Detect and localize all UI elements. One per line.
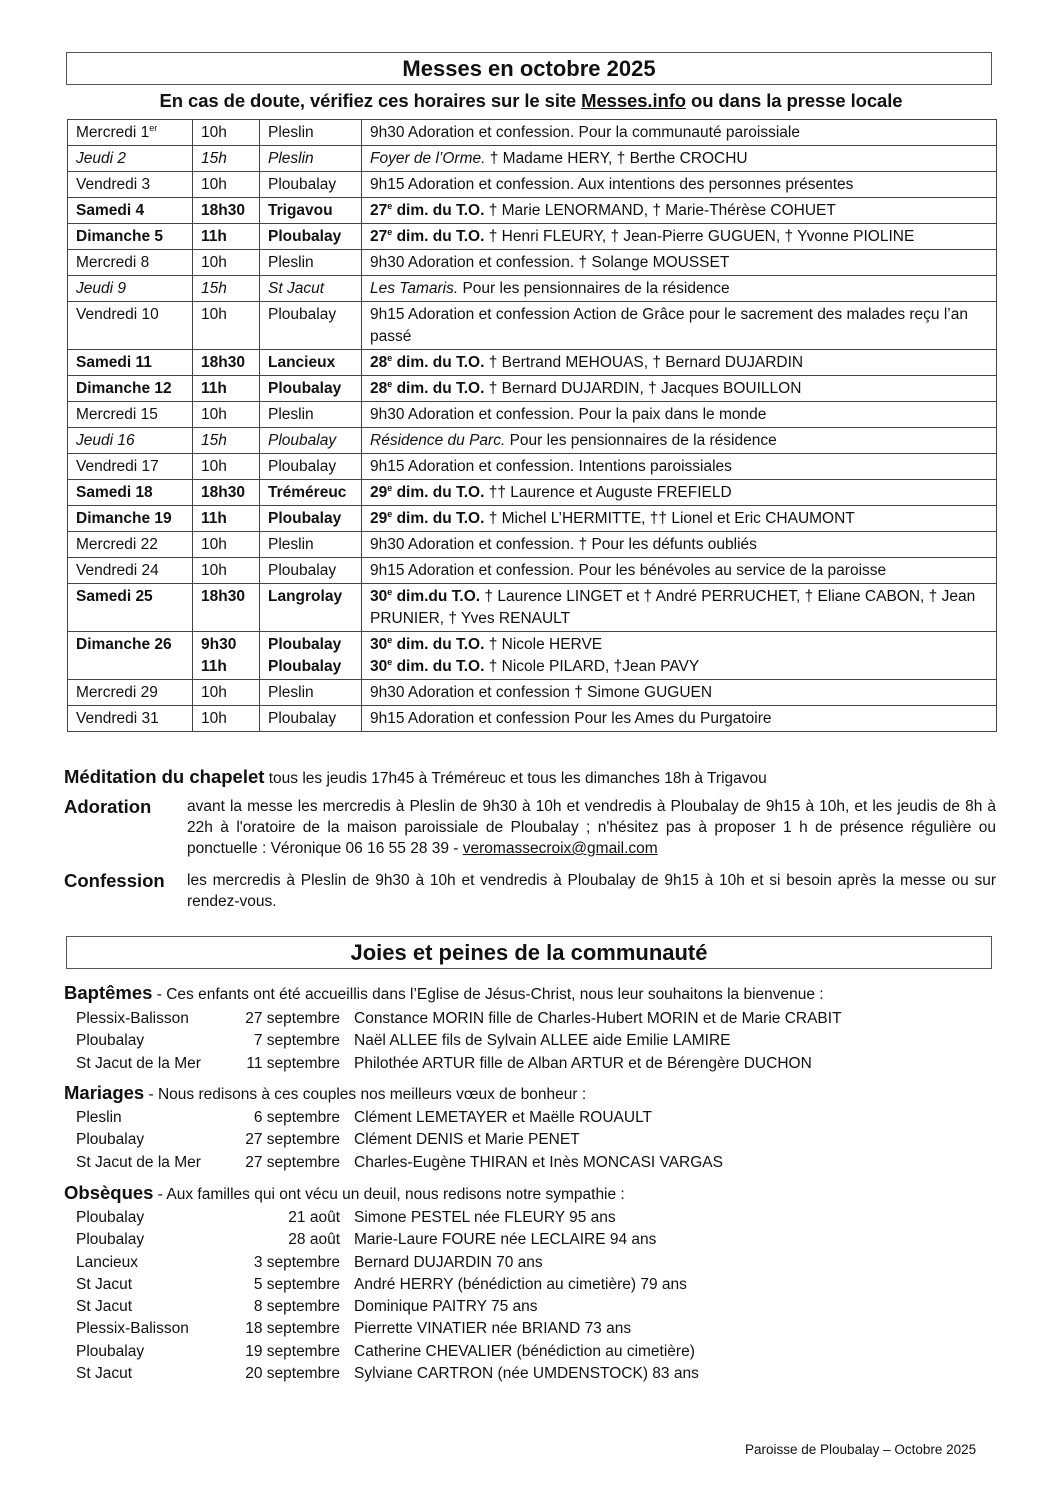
mariage-item-date: 27 septembre (245, 1131, 340, 1149)
obseque-item-date: 20 septembre (245, 1365, 340, 1383)
mass-day: Jeudi 9 (68, 276, 193, 302)
mass-time: 18h30 (193, 584, 260, 632)
bapteme-item (76, 1030, 842, 1052)
meditation-section (64, 766, 996, 789)
mass-time: 11h (193, 506, 260, 532)
mass-time: 18h30 (193, 350, 260, 376)
obseque-item-date: 19 septembre (245, 1342, 340, 1360)
mariage-item-date: 6 septembre (253, 1109, 340, 1126)
mass-row (68, 198, 997, 224)
mass-time: 15h (193, 146, 260, 172)
mass-details: Résidence du Parc. Pour les pensionnaires de la résidence (362, 428, 997, 454)
adoration-label: Adoration (64, 796, 152, 817)
obseque-item-place: Plessix-Balisson (76, 1320, 189, 1338)
obseque-item-text: André HERRY (bénédiction au cimetière) 79 ans (354, 1275, 687, 1293)
page-footer: Paroisse de Ploubalay – Octobre 2025 (745, 1442, 977, 1457)
bapteme-item (76, 1053, 842, 1075)
masses-subtitle (66, 90, 996, 112)
meditation-label: Méditation du chapelet (64, 766, 265, 787)
mass-place: Ploubalay (260, 376, 362, 402)
mass-details: 9h30 Adoration et confession. † Pour les défunts oubliés (362, 532, 997, 558)
bapteme-item-text: Naël ALLEE fils de Sylvain ALLEE aide Emilie LAMIRE (354, 1032, 731, 1050)
messes-info-link[interactable]: Messes.info (581, 90, 686, 111)
obseque-item-date: 8 septembre (253, 1298, 340, 1316)
mass-day: Samedi 18 (68, 480, 193, 506)
bapteme-item (76, 1008, 842, 1030)
mass-time: 18h30 (193, 198, 260, 224)
mass-row (68, 172, 997, 198)
mass-day: Vendredi 17 (68, 454, 193, 480)
mass-day: Vendredi 3 (68, 172, 193, 198)
obseque-item-place: Lancieux (76, 1253, 139, 1271)
mariage-item (76, 1107, 723, 1129)
mass-day: Jeudi 16 (68, 428, 193, 454)
mariages-intro: - Nous redisons à ces couples nos meilleurs vœux de bonheur : (144, 1086, 587, 1103)
mass-row (68, 146, 997, 172)
mass-day: Mercredi 22 (68, 532, 193, 558)
obseque-item-text: Marie-Laure FOURE née LECLAIRE 94 ans (354, 1231, 657, 1249)
mass-place: Ploubalay (260, 302, 362, 350)
mass-row (68, 350, 997, 376)
mass-place: Ploubalay (260, 224, 362, 250)
obseque-item-text: Bernard DUJARDIN 70 ans (354, 1253, 543, 1271)
mass-row (68, 402, 997, 428)
subtitle-text-end: ou dans la presse locale (685, 90, 903, 111)
baptemes-label: Baptêmes (64, 982, 153, 1003)
mass-place: Trigavou (260, 198, 362, 224)
mass-time: 11h (193, 376, 260, 402)
mass-day: Vendredi 10 (68, 302, 193, 350)
mass-details: 29e dim. du T.O. †† Laurence et Auguste FREFIELD (362, 480, 997, 506)
mass-time: 10h (193, 680, 260, 706)
mass-details: 29e dim. du T.O. † Michel L’HERMITTE, †† Lionel et Eric CHAUMONT (362, 506, 997, 532)
obseque-item-text: Pierrette VINATIER née BRIAND 73 ans (354, 1320, 632, 1338)
obseque-item-date: 18 septembre (245, 1320, 340, 1338)
obseques-label: Obsèques (64, 1182, 154, 1203)
community-title: Joies et peines de la communauté (66, 936, 992, 969)
baptemes-intro: - Ces enfants ont été accueillis dans l’Eglise de Jésus-Christ, nous leur souhaitons la bienvenue : (152, 986, 824, 1003)
mass-day: Jeudi 2 (68, 146, 193, 172)
obseque-item-place: St Jacut (76, 1275, 132, 1293)
mass-place: Pleslin (260, 402, 362, 428)
mass-time: 11h (193, 224, 260, 250)
obseque-item-place: Ploubalay (76, 1342, 145, 1360)
mariage-item-place: St Jacut de la Mer (76, 1153, 201, 1171)
email-link[interactable]: veromassecroix@gmail.com (462, 840, 658, 857)
obseques-list (76, 1207, 699, 1385)
mass-details: 30e dim. du T.O. † Nicole HERVE 30e dim. du T.O. † Nicole PILARD, †Jean PAVY (362, 632, 997, 680)
obseque-item (76, 1363, 699, 1385)
bapteme-item-date: 7 septembre (253, 1032, 340, 1050)
mass-time: 10h (193, 172, 260, 198)
obseque-item (76, 1296, 699, 1318)
baptemes-list (76, 1008, 842, 1075)
mass-row (68, 680, 997, 706)
mass-day: Dimanche 26 (68, 632, 193, 680)
mass-day: Samedi 25 (68, 584, 193, 632)
mass-row (68, 120, 997, 146)
mass-time: 10h (193, 454, 260, 480)
mass-day: Dimanche 5 (68, 224, 193, 250)
mass-place: Ploubalay (260, 558, 362, 584)
confession-section (64, 870, 996, 912)
obseque-item-date: 5 septembre (253, 1275, 340, 1293)
mass-details: 9h30 Adoration et confession. Pour la communauté paroissiale (362, 120, 997, 146)
adoration-section (64, 796, 996, 859)
obseque-item-place: Ploubalay (76, 1209, 145, 1226)
mass-time: 10h (193, 250, 260, 276)
mass-day: Dimanche 19 (68, 506, 193, 532)
mass-place: Lancieux (260, 350, 362, 376)
obseque-item-date: 21 août (288, 1209, 340, 1226)
obseque-item-text: Catherine CHEVALIER (bénédiction au cimetière) (354, 1342, 695, 1360)
bapteme-item-text: Philothée ARTUR fille de Alban ARTUR et de Bérengère DUCHON (354, 1054, 812, 1072)
mass-place: Pleslin (260, 532, 362, 558)
obseque-item-text: Sylviane CARTRON (née UMDENSTOCK) 83 ans (354, 1365, 699, 1383)
subtitle-text: En cas de doute, vérifiez ces horaires sur le site (159, 90, 582, 111)
adoration-text (187, 796, 996, 859)
meditation-text: tous les jeudis 17h45 à Tréméreuc et tous les dimanches 18h à Trigavou (264, 770, 767, 787)
mass-time: 10h (193, 302, 260, 350)
mass-row (68, 454, 997, 480)
bapteme-item-place: Plessix-Balisson (76, 1010, 189, 1027)
obseque-item (76, 1318, 699, 1340)
mass-place: Ploubalay (260, 506, 362, 532)
mass-day: Vendredi 24 (68, 558, 193, 584)
baptemes-heading (64, 982, 824, 1004)
mass-place: Ploubalay (260, 428, 362, 454)
mass-details: 30e dim.du T.O. † Laurence LINGET et † André PERRUCHET, † Eliane CABON, † Jean PRUNIER, † Yves RENAULT (362, 584, 997, 632)
mass-row (68, 506, 997, 532)
bapteme-item-date: 11 septembre (246, 1054, 340, 1072)
mass-details: 9h30 Adoration et confession † Simone GUGUEN (362, 680, 997, 706)
obseque-item (76, 1207, 699, 1229)
mass-row (68, 584, 997, 632)
mass-row (68, 250, 997, 276)
obseque-item (76, 1341, 699, 1363)
obseque-item-text: Simone PESTEL née FLEURY 95 ans (354, 1209, 616, 1226)
mariages-list (76, 1107, 723, 1174)
obseque-item-date: 28 août (288, 1231, 340, 1249)
mass-time: 18h30 (193, 480, 260, 506)
mariages-label: Mariages (64, 1082, 145, 1103)
mass-row (68, 276, 997, 302)
obseque-item-place: Ploubalay (76, 1231, 145, 1249)
obseques-intro: - Aux familles qui ont vécu un deuil, nous redisons notre sympathie : (153, 1186, 625, 1203)
mass-details: Les Tamaris. Pour les pensionnaires de la résidence (362, 276, 997, 302)
mass-day: Samedi 11 (68, 350, 193, 376)
mass-time: 10h (193, 558, 260, 584)
mass-day: Mercredi 8 (68, 250, 193, 276)
mariage-item-place: Pleslin (76, 1109, 122, 1126)
obseque-item-place: St Jacut (76, 1298, 132, 1316)
mass-day: Samedi 4 (68, 198, 193, 224)
mass-row (68, 532, 997, 558)
mass-details: 9h15 Adoration et confession. Aux intentions des personnes présentes (362, 172, 997, 198)
bapteme-item-date: 27 septembre (245, 1010, 340, 1027)
bapteme-item-text: Constance MORIN fille de Charles-Hubert MORIN et de Marie CRABIT (354, 1010, 842, 1027)
mass-day: Mercredi 29 (68, 680, 193, 706)
mass-place: Ploubalay (260, 706, 362, 732)
mariage-item (76, 1129, 723, 1151)
mass-place: St Jacut (260, 276, 362, 302)
masses-title: Messes en octobre 2025 (66, 52, 992, 85)
obseque-item-place: St Jacut (76, 1365, 132, 1383)
mass-place: Langrolay (260, 584, 362, 632)
obseques-heading (64, 1182, 625, 1204)
mass-row (68, 706, 997, 732)
bapteme-item-place: Ploubalay (76, 1032, 145, 1050)
mass-place: Pleslin (260, 146, 362, 172)
mass-day: Dimanche 12 (68, 376, 193, 402)
obseque-item (76, 1252, 699, 1274)
mass-details: 9h15 Adoration et confession. Intentions paroissiales (362, 454, 997, 480)
mass-place: Tréméreuc (260, 480, 362, 506)
mariages-heading (64, 1082, 586, 1104)
obseque-item (76, 1274, 699, 1296)
mass-details: 27e dim. du T.O. † Henri FLEURY, † Jean-Pierre GUGUEN, † Yvonne PIOLINE (362, 224, 997, 250)
mass-details: 9h15 Adoration et confession Action de Grâce pour le sacrement des malades reçu l’an passé (362, 302, 997, 350)
mass-place: Pleslin (260, 250, 362, 276)
mass-details: 28e dim. du T.O. † Bertrand MEHOUAS, † Bernard DUJARDIN (362, 350, 997, 376)
mass-day: Vendredi 31 (68, 706, 193, 732)
mass-time: 10h (193, 532, 260, 558)
mass-details: 27e dim. du T.O. † Marie LENORMAND, † Marie-Thérèse COHUET (362, 198, 997, 224)
obseque-item (76, 1229, 699, 1251)
mariage-item-text: Clément LEMETAYER et Maëlle ROUAULT (354, 1109, 653, 1126)
confession-label: Confession (64, 870, 165, 891)
mass-row (68, 632, 997, 680)
mass-day: Mercredi 1er (68, 120, 193, 146)
mass-time: 15h (193, 276, 260, 302)
mass-time: 10h (193, 706, 260, 732)
mass-details: Foyer de l’Orme. † Madame HERY, † Berthe CROCHU (362, 146, 997, 172)
mariage-item-text: Clément DENIS et Marie PENET (354, 1131, 580, 1149)
mass-details: 9h30 Adoration et confession. † Solange MOUSSET (362, 250, 997, 276)
obseque-item-text: Dominique PAITRY 75 ans (354, 1298, 538, 1316)
mass-details: 9h15 Adoration et confession Pour les Ames du Purgatoire (362, 706, 997, 732)
confession-text: les mercredis à Pleslin de 9h30 à 10h et vendredis à Ploubalay de 9h15 à 10h et si besoin après la messe ou sur rendez-vous. (187, 872, 996, 910)
mass-place: Ploubalay Ploubalay (260, 632, 362, 680)
mass-row (68, 558, 997, 584)
mass-day: Mercredi 15 (68, 402, 193, 428)
mariage-item (76, 1152, 723, 1174)
mass-place: Pleslin (260, 680, 362, 706)
masses-table (67, 119, 997, 732)
mass-time: 9h30 11h (193, 632, 260, 680)
adoration-body: avant la messe les mercredis à Pleslin de 9h30 à 10h et vendredis à Ploubalay de 9h15 à 10h, et les jeudis de 8h à 22h à l'oratoire de la maison paroissiale de Ploubalay ; n'hésitez pas à proposer 1 h de présence régulière ou ponctuelle : Véronique 06 16 55 28 39 - (187, 798, 996, 857)
mass-place: Ploubalay (260, 172, 362, 198)
mariage-item-place: Ploubalay (76, 1131, 145, 1149)
mass-details: 9h30 Adoration et confession. Pour la paix dans le monde (362, 402, 997, 428)
mass-row (68, 376, 997, 402)
mass-row (68, 480, 997, 506)
mass-row (68, 302, 997, 350)
obseque-item-date: 3 septembre (253, 1253, 340, 1271)
mass-place: Ploubalay (260, 454, 362, 480)
mass-place: Pleslin (260, 120, 362, 146)
mariage-item-text: Charles-Eugène THIRAN et Inès MONCASI VARGAS (354, 1153, 723, 1171)
mass-time: 15h (193, 428, 260, 454)
mass-time: 10h (193, 120, 260, 146)
bapteme-item-place: St Jacut de la Mer (76, 1054, 201, 1072)
mass-row (68, 224, 997, 250)
mass-row (68, 428, 997, 454)
mass-details: 9h15 Adoration et confession. Pour les bénévoles au service de la paroisse (362, 558, 997, 584)
mass-time: 10h (193, 402, 260, 428)
mariage-item-date: 27 septembre (245, 1153, 340, 1171)
mass-details: 28e dim. du T.O. † Bernard DUJARDIN, † Jacques BOUILLON (362, 376, 997, 402)
